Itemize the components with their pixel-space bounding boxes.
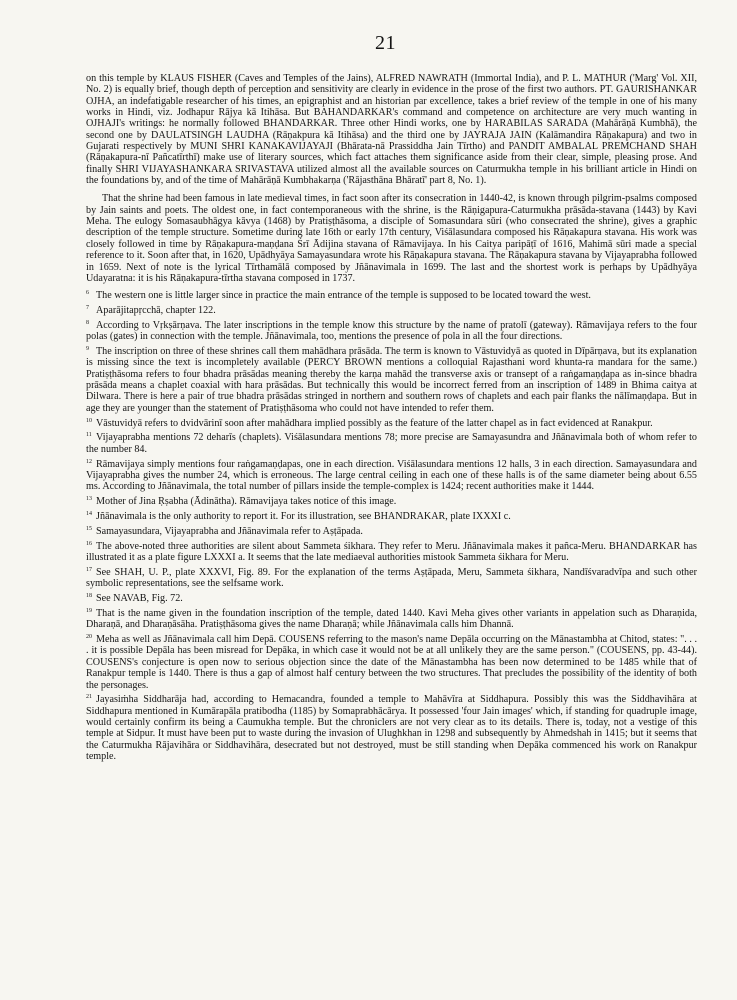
- footnote-text: Samayasundara, Vijayaprabha and Jñānavimala refer to Aṣṭāpada.: [96, 525, 363, 537]
- page-number: 21: [375, 32, 396, 54]
- footnote: [86, 694, 697, 762]
- footnote-number: 15: [86, 525, 92, 532]
- footnote-number: 7: [86, 305, 89, 312]
- footnote: [86, 432, 697, 455]
- footnote-number: 11: [86, 432, 92, 439]
- footnote-text: See SHAH, U. P., plate XXXVI, Fig. 89. For the explanation of the terms Aṣṭāpada, Meru, Sammeta śikhara, Nandīśvaradvīpa and such other symbolic representations, see the selfsame work.: [86, 566, 697, 590]
- body-paragraph-2: That the shrine had been famous in late medieval times, in fact soon after its consecration in 1440-42, is known through pilgrim-psalms composed by Jain saints and poets. The oldest one, in fact contemporaneous with the shrine, is the Rāṇigapura-Caturmukha prāsāda-stavana (1443) by Kavi Meha. The eulogy Somasaubhāgya kāvya (1468) by Pratiṣṭhāsoma, a disciple of Somasundara sūri (who consecrated the shrine), gives a graphic description of the temple structure. Sometime during late 16th or early 17th century, Viśālasundara composed his Rāṇakapura stavana. His work was closely followed in time by Rāṇakapura-maṇḍana Śrī Ādijina stavana of Rāmavijaya. In his Caitya paripāṭī of 1616, Mahimā sūri made a special reference to it. Soon after that, in 1620, Upādhyāya Samayasundara wrote his Rāṇakapura stavana. The Rāṇakapura stavana by Vijayaprabha followed in 1659. Next of note is the lyrical Tīrthamālā composed by Jñānavimala in 1699. The last and the shortest work is perhaps by Upādhyāya Udayaratna: it is his Rāṇakapura-tīrtha stavana composed in 1737.: [86, 193, 697, 284]
- footnote: [86, 496, 697, 507]
- footnote: [86, 541, 697, 564]
- footnote-text: Jayasiṁha Siddharāja had, according to Hemacandra, founded a temple to Mahāvīra at Siddhapura. Possibly this was the Siddhavihāra at Siddhapura mentioned in Kumārapāla pratibodha (1185) by Somaprabhācārya. It possessed 'four Jain images' which, if standing for quadruple image, would certainly confirm its being a Caumukha temple. But the chroniclers are not very clear as to its details. There is, today, not a vestige of this temple at Sidpur. It must have been put to waste during the invasion of Ulughkhan in 1298 and subsequently by Ahmedshah in 1415; but it seems that the Caturmukha Rājavihāra or Siddhavihāra, desecrated but not destroyed, must be still standing when Depāka commenced his work on Ranakpur temple.: [86, 694, 697, 763]
- footnote-text: Aparājitapṛcchā, chapter 122.: [96, 305, 216, 317]
- footnote: [86, 511, 697, 522]
- footnote: [86, 634, 697, 691]
- footnote-text: Vāstuvidyā refers to dvidvārinī soon after mahādhara implied possibly as the feature of the latter chapel as in fact evidenced at Ranakpur.: [96, 417, 653, 429]
- footnote-text: Rāmavijaya simply mentions four raṅgamaṇḍapas, one in each direction. Viśālasundara mentions 12 halls, 3 in each direction. Samayasundara and Vijayaprabha gives the number 24, which is erroneous. The large central ceiling in each one of these halls is of the same diameter being about 6.55 ms. According to Jñānavimala, the total number of pillars inside the temple-complex is 1424; recent authorities make it 1444.: [86, 458, 697, 493]
- footnote-text: The inscription on three of these shrines call them mahādhara prāsāda. The term is known to Vāstuvidyā as quoted in Dīpārṇava, but its explanation is missing since the text is incompletely available (PERCY BROWN mentions a colloquial Rajasthani word khunta-ra mandara for the same.) Pratiṣṭhāsoma refers to four bhadra prāsādas meaning thereby the karṇa mahād the transverse axis or transept of a raṅgamaṇḍapa as in-since bhadra prāsāda means a chaplet coaxial with hara prāsādas. But technically this would be incorrect ferred from an inscription of 1489 in Bhima caitya at Dilwara. There is here a pair of true bhadra prāsādas stringed in northern and southern rows of chaplets and each pair flanks the nālīmaṇḍapa. But in age they are younger than the statement of Pratiṣṭhāsoma who could not have intended to refer them.: [86, 346, 697, 414]
- footnote-number: 14: [86, 511, 92, 518]
- footnote: [86, 346, 697, 414]
- footnote-text: See NAVAB, Fig. 72.: [96, 593, 183, 605]
- footnote-number: 13: [86, 496, 92, 503]
- body-paragraph-1: on this temple by KLAUS FISHER (Caves and Temples of the Jains), ALFRED NAWRATH (Immortal India), and P. L. MATHUR ('Marg' Vol. XII, No. 2) is equally brief, though depth of perception and sensitivity are clearly in evidence in the prose of the first two authors. PT. GAURISHANKAR OJHA, an indefatigable researcher of his times, an epigraphist and an historian par excellence, takes a brief review of the temple in one of his many works in Hindi, viz. Jodhapur Rājya kā Itihāsa. But BAHANDARKAR's command and competence on architecture are very much wanting in OJHAJI's writings: he normally followed BHANDARKAR. Three other Hindi works, one by HARABILAS SARADA (Mahārāṇā Kumbhā), the second one by DAULATSINGH LAUDHA (Rāṇakpura kā Itihāsa) and the third one by JAYRAJA JAIN (Kalāmandira Rāṇakapura) and two in Gujarati respectively by MUNI SHRI KANAKAVIJAYAJI (Bhārata-nā Prassiddha Jain Tīrtho) and PANDIT AMBALAL PREMCHAND SHAH (Rāṇakapura-nī Pañcatīrthī) make use of literary sources, which fact attaches them significance aside from their clear, simple, pleasing prose. And finally SHRI VIJAYASHANKARA SRIVASTAVA utilized almost all the available sources on Caturmukha temple in his brilliant article in Hindi on the foundations by, and of the time of Mahārāṇā Kumbhakarṇa ('Rājasthāna Bhāratī' part 8, No. 1).: [86, 73, 697, 187]
- footnote: [86, 418, 697, 429]
- footnote-text: The above-noted three authorities are silent about Sammeta śikhara. They refer to Meru. Jñānavimala makes it pañca-Meru. BHANDARKAR has illustrated it as a plate figure LXXXI a. It seems that the late mediaeval authorities mistook Sammeta śikhara for Meru.: [86, 540, 697, 564]
- footnote-text: According to Vṛkṣārṇava. The later inscriptions in the temple know this structure by the name of pratolī (gateway). Rāmavijaya refers to the four polas (gates) in connection with the temple. Jñānavimala, too, mentions the presence of pola in all the four directions.: [86, 319, 697, 343]
- footnote-number: 19: [86, 607, 92, 614]
- footnote-text: Meha as well as Jñānavimala call him Depā. COUSENS referring to the mason's name Depāla occurring on the Mānastambha at Chitod, states: ". . . . it is possible Depāla has been misread for Depāka, in which case it would not be at all unlikely they are the same person." (COUSENS, pp. 43-44). COUSENS's conjecture is open now to serious objection since the date of the Mānastambha has been now determined to be 1485 while that of Ranakpur temple is 1440. There is thus a gap of almost half century between the two structures. That precludes the possibility of the identity of both the personages.: [86, 634, 697, 691]
- footnote-text: Vijayaprabha mentions 72 deharīs (chaplets). Viśālasundara mentions 78; more precise are Samayasundra and Jñānavimala both of whom refer to the number 84.: [86, 432, 697, 455]
- footnote-text: That is the name given in the foundation inscription of the temple, dated 1440. Kavi Meha gives other variants in appelation such as Dharaṇida, Dharaṇā, and Dharaṇāsāha. Pratiṣṭhāsoma gives the name Dharaṇā; while Jñānavimala calls him Dhannā.: [86, 607, 697, 631]
- footnote-number: 21: [86, 694, 92, 701]
- footnote-text: Jñānavimala is the only authority to report it. For its illustration, see BHANDRAKAR, plate IXXXI c.: [96, 511, 511, 523]
- footnote-number: 18: [86, 593, 92, 600]
- footnote-number: 9: [86, 346, 89, 353]
- footnote: [86, 567, 697, 590]
- footnote-number: 12: [86, 458, 92, 465]
- footnote: [86, 608, 697, 631]
- footnote-number: 20: [86, 634, 92, 641]
- footnote-number: 6: [86, 290, 89, 297]
- footnote: [86, 459, 697, 493]
- footnote-number: 10: [86, 417, 92, 424]
- footnote-text: Mother of Jina Ṛṣabha (Ādinātha). Rāmavijaya takes notice of this image.: [96, 496, 397, 508]
- footnote-text: The western one is little larger since in practice the main entrance of the temple is supposed to be located toward the west.: [96, 290, 591, 302]
- footnote-number: 16: [86, 540, 92, 547]
- footnote-number: 8: [86, 319, 89, 326]
- footnote: [86, 593, 697, 604]
- footnotes: [86, 290, 697, 762]
- footnote: [86, 290, 697, 301]
- footnote: [86, 526, 697, 537]
- footnote: [86, 305, 697, 316]
- footnote: [86, 320, 697, 343]
- footnote-number: 17: [86, 566, 92, 573]
